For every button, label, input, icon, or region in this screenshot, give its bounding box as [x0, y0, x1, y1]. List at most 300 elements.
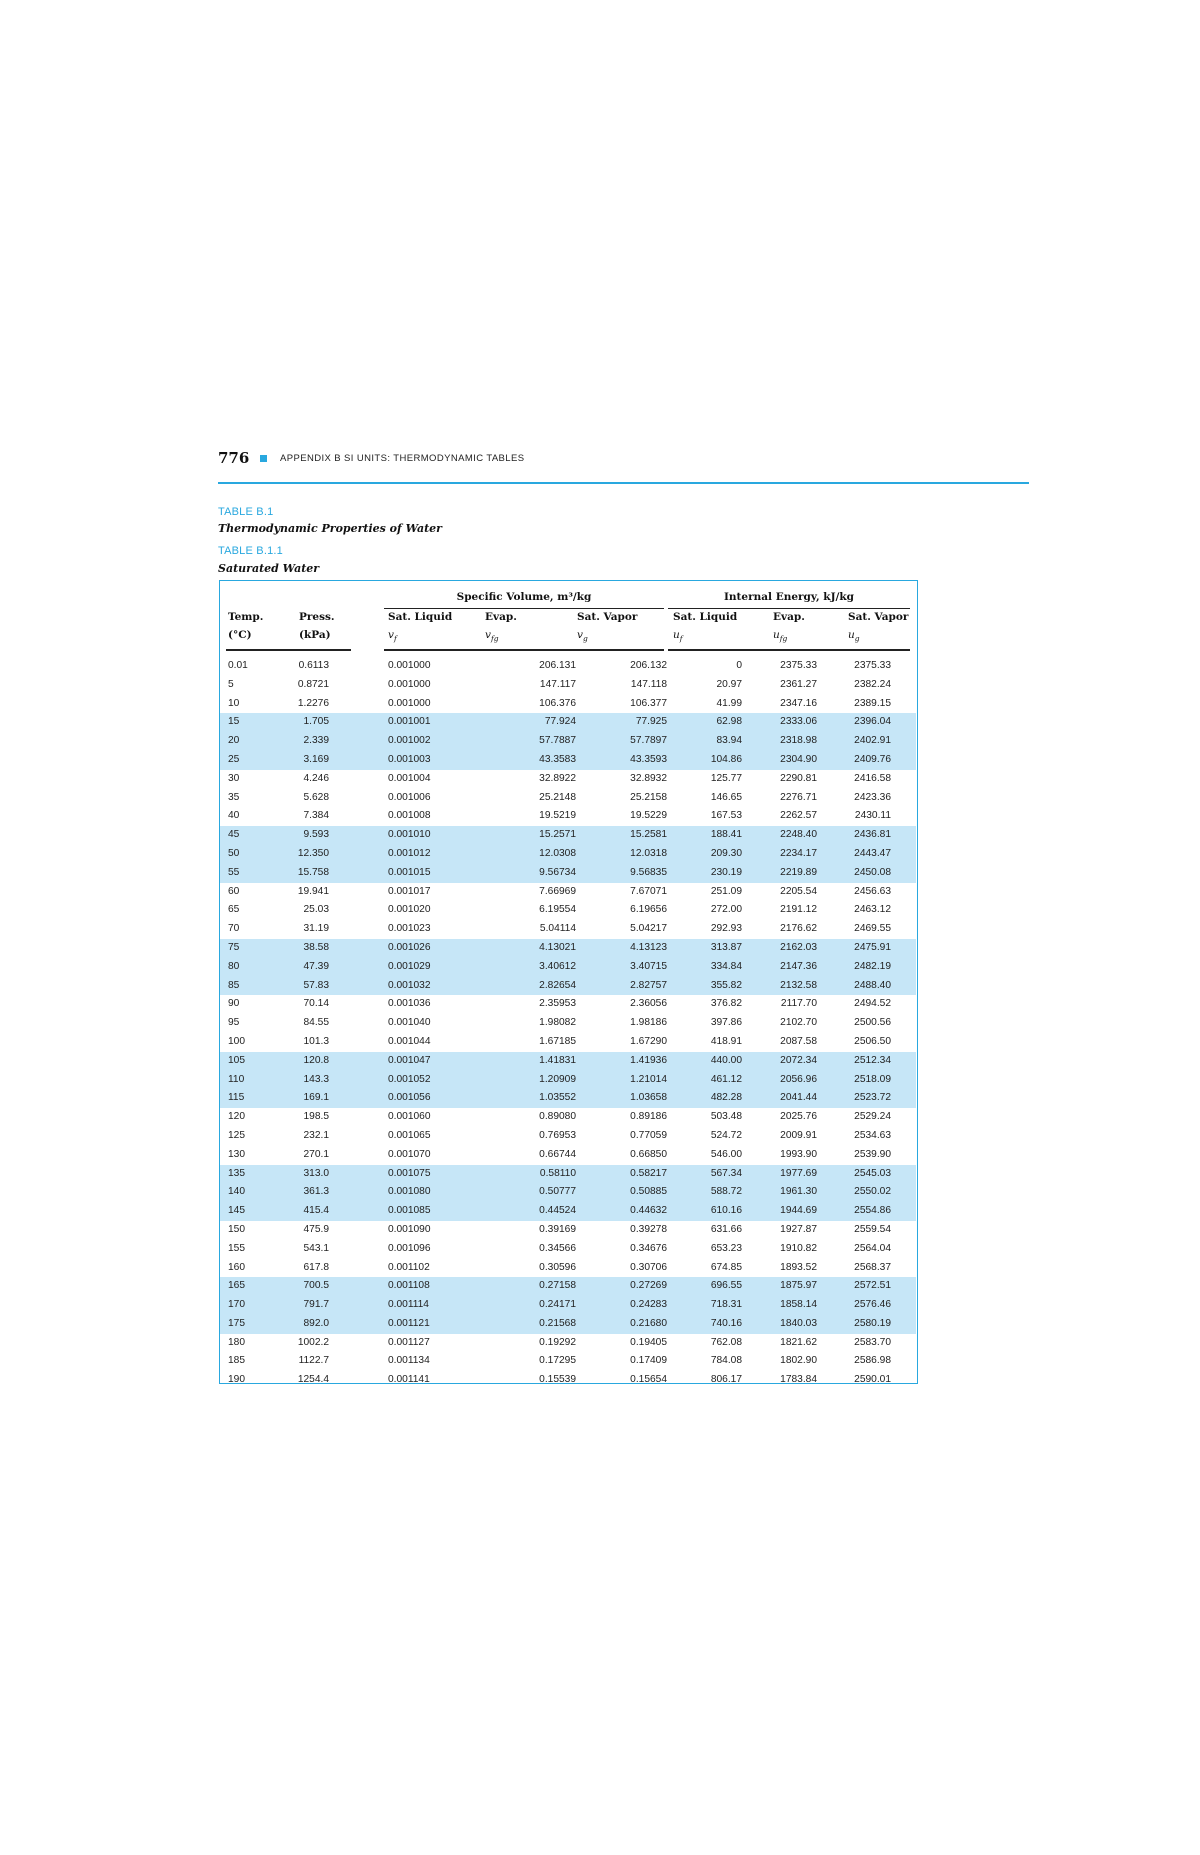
cell-ug: 2580.19 [854, 1317, 891, 1329]
col-head-en-vapor: Sat. Vapor [848, 611, 909, 623]
cell-ufg: 1977.69 [780, 1167, 817, 1179]
cell-ug: 2534.63 [854, 1129, 891, 1141]
cell-vg: 147.118 [630, 678, 667, 690]
cell-vg: 0.15654 [630, 1374, 667, 1386]
cell-temp: 115 [228, 1092, 245, 1104]
cell-uf: 292.93 [710, 923, 742, 935]
cell-press: 791.7 [303, 1299, 329, 1311]
cell-press: 1122.7 [298, 1355, 329, 1367]
cell-ufg: 2219.89 [780, 866, 817, 878]
cell-uf: 740.16 [710, 1317, 742, 1329]
table-row [220, 1014, 916, 1033]
cell-ufg: 1840.03 [780, 1317, 817, 1329]
cell-uf: 376.82 [710, 998, 742, 1010]
table-row [220, 789, 916, 808]
cell-vf: 0.001032 [388, 979, 431, 991]
table-row [220, 1277, 916, 1296]
cell-ufg: 1927.87 [780, 1223, 817, 1235]
cell-ufg: 2191.12 [780, 904, 817, 916]
cell-ufg: 2102.70 [780, 1017, 817, 1029]
running-head: APPENDIX B SI UNITS: THERMODYNAMIC TABLES [280, 453, 525, 464]
table-row [220, 770, 916, 789]
cell-vfg: 0.34566 [539, 1242, 576, 1254]
cell-ufg: 1783.84 [780, 1374, 817, 1386]
table-row [220, 1183, 916, 1202]
cell-press: 1.705 [303, 716, 329, 728]
cell-vf: 0.001070 [388, 1148, 431, 1160]
cell-vg: 2.36056 [630, 998, 667, 1010]
cell-ug: 2456.63 [854, 885, 891, 897]
cell-vf: 0.001001 [388, 716, 431, 728]
cell-vfg: 0.58110 [539, 1167, 576, 1179]
cell-vf: 0.001056 [388, 1092, 431, 1104]
table-row [220, 1127, 916, 1146]
cell-uf: 188.41 [710, 829, 742, 841]
cell-ufg: 2176.62 [780, 923, 817, 935]
cell-vfg: 0.30596 [539, 1261, 576, 1273]
table-row [220, 1259, 916, 1278]
cell-ug: 2512.34 [854, 1054, 891, 1066]
symbol-vg: $v_g$ [577, 629, 588, 644]
cell-vg: 0.77059 [630, 1129, 667, 1141]
cell-vf: 0.001020 [388, 904, 431, 916]
cell-ufg: 1944.69 [780, 1205, 817, 1217]
cell-temp: 55 [228, 866, 240, 878]
cell-temp: 30 [228, 772, 240, 784]
cell-uf: 718.31 [710, 1299, 742, 1311]
col-head-temp: Temp. [228, 611, 264, 623]
cell-vg: 0.24283 [630, 1299, 667, 1311]
table-label: TABLE B.1 [218, 506, 274, 518]
cell-vfg: 43.3583 [539, 753, 576, 765]
cell-temp: 45 [228, 829, 240, 841]
group-head-internal-energy: Internal Energy, kJ/kg [724, 591, 854, 603]
cell-vg: 2.82757 [630, 979, 667, 991]
cell-ufg: 2304.90 [780, 753, 817, 765]
cell-ufg: 2117.70 [780, 998, 817, 1010]
cell-vfg: 1.41831 [539, 1054, 576, 1066]
cell-vg: 0.27269 [630, 1280, 667, 1292]
cell-ufg: 1858.14 [780, 1299, 817, 1311]
symbol-uf: $u_f$ [673, 629, 683, 644]
table-row [220, 1052, 916, 1071]
cell-ug: 2583.70 [854, 1336, 891, 1348]
cell-vfg: 0.39169 [539, 1223, 576, 1235]
cell-vf: 0.001127 [388, 1336, 430, 1348]
cell-vg: 6.19656 [630, 904, 667, 916]
cell-vf: 0.001029 [388, 960, 431, 972]
cell-ufg: 1993.90 [780, 1148, 817, 1160]
table-row [220, 1352, 916, 1371]
table-row [220, 695, 916, 714]
cell-vg: 32.8932 [630, 772, 667, 784]
cell-vg: 77.925 [635, 716, 667, 728]
cell-uf: 503.48 [710, 1111, 742, 1123]
cell-vg: 0.30706 [630, 1261, 667, 1273]
cell-uf: 313.87 [710, 941, 742, 953]
cell-uf: 461.12 [710, 1073, 742, 1085]
cell-temp: 135 [228, 1167, 245, 1179]
table-row [220, 807, 916, 826]
cell-vf: 0.001075 [388, 1167, 431, 1179]
cell-vf: 0.001004 [388, 772, 431, 784]
cell-press: 143.3 [303, 1073, 329, 1085]
table-row [220, 1315, 916, 1334]
cell-vf: 0.001108 [388, 1280, 430, 1292]
cell-uf: 631.66 [710, 1223, 742, 1235]
cell-ug: 2402.91 [854, 735, 891, 747]
cell-vf: 0.001060 [388, 1111, 431, 1123]
cell-uf: 418.91 [710, 1035, 742, 1047]
cell-ug: 2382.24 [854, 678, 891, 690]
cell-vg: 43.3593 [630, 753, 667, 765]
cell-press: 313.0 [303, 1167, 329, 1179]
cell-ug: 2568.37 [854, 1261, 891, 1273]
cell-vfg: 0.89080 [539, 1111, 576, 1123]
cell-press: 70.14 [303, 998, 329, 1010]
cell-uf: 0 [736, 660, 742, 671]
table-row [220, 1371, 916, 1390]
col-head-press-unit: (kPa) [299, 629, 331, 641]
cell-ug: 2469.55 [854, 923, 891, 935]
cell-temp: 170 [228, 1299, 245, 1311]
cell-press: 25.03 [303, 904, 329, 916]
cell-ufg: 2318.98 [780, 735, 817, 747]
cell-press: 1.2276 [297, 697, 329, 709]
cell-uf: 482.28 [710, 1092, 742, 1104]
cell-press: 9.593 [303, 829, 329, 841]
cell-vf: 0.001096 [388, 1242, 431, 1254]
cell-vfg: 4.13021 [539, 941, 576, 953]
head-rule-left [226, 649, 351, 651]
cell-vf: 0.001003 [388, 753, 431, 765]
cell-ufg: 2333.06 [780, 716, 817, 728]
cell-vf: 0.001114 [388, 1299, 429, 1311]
cell-vfg: 5.04114 [539, 923, 576, 935]
cell-vfg: 15.2571 [539, 829, 576, 841]
table-row [220, 1089, 916, 1108]
cell-ug: 2559.54 [854, 1223, 891, 1235]
cell-press: 0.6113 [298, 660, 329, 671]
cell-temp: 70 [228, 923, 240, 935]
cell-vf: 0.001017 [388, 885, 431, 897]
cell-press: 0.8721 [297, 678, 329, 690]
cell-temp: 120 [228, 1111, 245, 1123]
cell-temp: 180 [228, 1336, 245, 1348]
cell-press: 475.9 [303, 1223, 329, 1235]
cell-vfg: 9.56734 [539, 866, 576, 878]
cell-vg: 1.03658 [630, 1092, 667, 1104]
cell-vf: 0.001085 [388, 1205, 431, 1217]
cell-uf: 806.17 [710, 1374, 742, 1386]
cell-ug: 2500.56 [854, 1017, 891, 1029]
cell-vfg: 32.8922 [539, 772, 576, 784]
cell-ug: 2389.15 [854, 697, 891, 709]
col-head-press: Press. [299, 611, 335, 623]
cell-ufg: 2347.16 [780, 697, 817, 709]
symbol-vf: $v_f$ [388, 629, 397, 644]
cell-temp: 155 [228, 1242, 245, 1254]
cell-uf: 524.72 [710, 1129, 742, 1141]
table-row [220, 1202, 916, 1221]
cell-vg: 0.89186 [630, 1111, 667, 1123]
cell-uf: 230.19 [710, 866, 742, 878]
symbol-ug: $u_g$ [848, 629, 860, 644]
cell-vg: 0.50885 [630, 1186, 667, 1198]
cell-vfg: 3.40612 [539, 960, 576, 972]
cell-press: 12.350 [297, 847, 329, 859]
cell-vf: 0.001026 [388, 941, 431, 953]
cell-uf: 272.00 [710, 904, 742, 916]
cell-temp: 150 [228, 1223, 245, 1235]
cell-uf: 696.55 [710, 1280, 742, 1292]
cell-vf: 0.001015 [388, 866, 431, 878]
cell-press: 1002.2 [297, 1336, 329, 1348]
cell-vfg: 0.76953 [539, 1129, 576, 1141]
table-row [220, 732, 916, 751]
cell-press: 700.5 [303, 1280, 329, 1292]
table-row [220, 657, 916, 676]
cell-ug: 2590.01 [854, 1374, 891, 1386]
cell-uf: 653.23 [710, 1242, 742, 1254]
cell-vg: 25.2158 [630, 791, 667, 803]
cell-uf: 125.77 [710, 772, 742, 784]
cell-vg: 0.19405 [630, 1336, 667, 1348]
cell-press: 31.19 [303, 923, 329, 935]
cell-uf: 20.97 [716, 678, 742, 690]
cell-vfg: 106.376 [539, 697, 576, 709]
cell-ug: 2375.33 [854, 660, 891, 671]
cell-press: 7.384 [303, 810, 329, 822]
cell-press: 84.55 [303, 1017, 329, 1029]
table-row [220, 977, 916, 996]
cell-press: 101.3 [303, 1035, 329, 1047]
cell-ug: 2523.72 [854, 1092, 891, 1104]
cell-vg: 0.17409 [630, 1355, 667, 1367]
cell-ufg: 2056.96 [780, 1073, 817, 1085]
table-row [220, 713, 916, 732]
cell-press: 270.1 [303, 1148, 329, 1160]
cell-ug: 2450.08 [854, 866, 891, 878]
table-row [220, 751, 916, 770]
cell-press: 47.39 [303, 960, 329, 972]
cell-press: 169.1 [303, 1092, 329, 1104]
cell-vg: 57.7897 [630, 735, 667, 747]
cell-vf: 0.001141 [388, 1374, 430, 1386]
group-rule-specific-volume [384, 608, 664, 609]
cell-ufg: 2147.36 [780, 960, 817, 972]
cell-temp: 10 [228, 697, 240, 709]
cell-press: 19.941 [297, 885, 329, 897]
cell-ug: 2409.76 [854, 753, 891, 765]
cell-uf: 355.82 [710, 979, 742, 991]
cell-temp: 165 [228, 1280, 245, 1292]
cell-press: 543.1 [303, 1242, 329, 1254]
cell-vfg: 0.24171 [539, 1299, 576, 1311]
cell-vfg: 1.98082 [539, 1017, 576, 1029]
cell-uf: 397.86 [710, 1017, 742, 1029]
table-row [220, 1334, 916, 1353]
cell-vfg: 25.2148 [539, 791, 576, 803]
cell-temp: 0.01 [228, 660, 248, 671]
table-row [220, 1146, 916, 1165]
cell-uf: 588.72 [710, 1186, 742, 1198]
cell-vfg: 19.5219 [539, 810, 576, 822]
cell-vfg: 0.15539 [539, 1374, 576, 1386]
cell-vg: 5.04217 [630, 923, 667, 935]
header-square-icon [260, 455, 267, 462]
cell-ufg: 2072.34 [780, 1054, 817, 1066]
cell-temp: 25 [228, 753, 240, 765]
cell-ufg: 2041.44 [780, 1092, 817, 1104]
cell-vg: 1.67290 [630, 1035, 667, 1047]
cell-uf: 251.09 [710, 885, 742, 897]
cell-temp: 80 [228, 960, 240, 972]
cell-ug: 2488.40 [854, 979, 891, 991]
cell-vf: 0.001008 [388, 810, 431, 822]
cell-temp: 40 [228, 810, 240, 822]
col-head-temp-unit: (°C) [228, 629, 252, 641]
page-header [218, 449, 1028, 479]
cell-ug: 2506.50 [854, 1035, 891, 1047]
cell-ug: 2586.98 [854, 1355, 891, 1367]
cell-vg: 3.40715 [630, 960, 667, 972]
cell-vg: 206.132 [630, 660, 667, 671]
cell-ug: 2396.04 [854, 716, 891, 728]
group-rule-internal-energy [668, 608, 910, 609]
cell-vfg: 0.17295 [539, 1355, 576, 1367]
cell-vfg: 0.44524 [539, 1205, 576, 1217]
table-row [220, 995, 916, 1014]
cell-vf: 0.001065 [388, 1129, 431, 1141]
cell-vg: 0.44632 [630, 1205, 667, 1217]
table-row [220, 1108, 916, 1127]
cell-temp: 50 [228, 847, 240, 859]
cell-press: 3.169 [303, 753, 329, 765]
cell-uf: 610.16 [710, 1205, 742, 1217]
subtable-caption: Saturated Water [218, 562, 320, 575]
symbol-vfg: $v_{fg}$ [485, 629, 499, 644]
cell-ug: 2463.12 [854, 904, 891, 916]
cell-ug: 2572.51 [854, 1280, 891, 1292]
cell-vg: 0.21680 [630, 1317, 667, 1329]
col-head-vol-liquid: Sat. Liquid [388, 611, 453, 623]
cell-uf: 146.65 [710, 791, 742, 803]
table-row [220, 1165, 916, 1184]
cell-uf: 546.00 [710, 1148, 742, 1160]
cell-press: 198.5 [303, 1111, 329, 1123]
cell-vfg: 1.67185 [539, 1035, 576, 1047]
cell-press: 892.0 [303, 1317, 329, 1329]
cell-vg: 19.5229 [630, 810, 667, 822]
saturated-water-table [219, 580, 918, 1384]
cell-ufg: 1961.30 [780, 1186, 817, 1198]
page-number: 776 [218, 449, 250, 467]
cell-ufg: 2262.57 [780, 810, 817, 822]
cell-vf: 0.001121 [388, 1317, 430, 1329]
cell-vf: 0.001000 [388, 697, 431, 709]
cell-vfg: 206.131 [539, 660, 576, 671]
table-row [220, 920, 916, 939]
cell-temp: 90 [228, 998, 240, 1010]
table-row [220, 845, 916, 864]
table-body [220, 657, 916, 1390]
cell-ug: 2554.86 [854, 1205, 891, 1217]
cell-vfg: 57.7887 [539, 735, 576, 747]
table-row [220, 676, 916, 695]
cell-vf: 0.001040 [388, 1017, 431, 1029]
cell-temp: 95 [228, 1017, 240, 1029]
cell-temp: 15 [228, 716, 240, 728]
cell-uf: 762.08 [710, 1336, 742, 1348]
cell-vfg: 1.03552 [539, 1092, 576, 1104]
cell-vfg: 147.117 [539, 678, 576, 690]
cell-vf: 0.001047 [388, 1054, 431, 1066]
cell-vg: 4.13123 [630, 941, 667, 953]
cell-temp: 145 [228, 1205, 245, 1217]
cell-vfg: 2.35953 [539, 998, 576, 1010]
cell-ufg: 1802.90 [780, 1355, 817, 1367]
cell-temp: 85 [228, 979, 240, 991]
cell-ufg: 2375.33 [780, 660, 817, 671]
table-row [220, 1033, 916, 1052]
cell-ug: 2550.02 [854, 1186, 891, 1198]
cell-temp: 60 [228, 885, 240, 897]
cell-temp: 140 [228, 1186, 245, 1198]
cell-ufg: 2361.27 [780, 678, 817, 690]
cell-vf: 0.001102 [388, 1261, 430, 1273]
cell-uf: 440.00 [710, 1054, 742, 1066]
cell-press: 38.58 [303, 941, 329, 953]
cell-vfg: 1.20909 [539, 1073, 576, 1085]
cell-press: 617.8 [303, 1261, 329, 1273]
col-head-vol-vapor: Sat. Vapor [577, 611, 638, 623]
cell-press: 232.1 [303, 1129, 329, 1141]
group-head-specific-volume: Specific Volume, m³/kg [456, 591, 592, 603]
cell-vfg: 6.19554 [539, 904, 576, 916]
table-row [220, 958, 916, 977]
cell-vfg: 77.924 [544, 716, 576, 728]
cell-ufg: 2162.03 [780, 941, 817, 953]
cell-uf: 167.53 [710, 810, 742, 822]
cell-uf: 62.98 [716, 716, 742, 728]
cell-ug: 2416.58 [854, 772, 891, 784]
cell-vf: 0.001010 [388, 829, 431, 841]
cell-press: 15.758 [297, 866, 329, 878]
col-head-en-liquid: Sat. Liquid [673, 611, 738, 623]
cell-vf: 0.001044 [388, 1035, 431, 1047]
cell-temp: 35 [228, 791, 240, 803]
cell-ug: 2443.47 [854, 847, 891, 859]
cell-ufg: 2290.81 [780, 772, 817, 784]
head-rule-volume [384, 649, 664, 651]
cell-temp: 185 [228, 1355, 245, 1367]
cell-vf: 0.001036 [388, 998, 431, 1010]
cell-ufg: 2234.17 [780, 847, 817, 859]
cell-ug: 2564.04 [854, 1242, 891, 1254]
table-row [220, 1296, 916, 1315]
cell-press: 361.3 [303, 1186, 329, 1198]
table-row [220, 864, 916, 883]
cell-vg: 1.41936 [630, 1054, 667, 1066]
cell-vg: 15.2581 [630, 829, 667, 841]
col-head-vol-evap: Evap. [485, 611, 517, 623]
cell-ug: 2545.03 [854, 1167, 891, 1179]
cell-uf: 83.94 [716, 735, 742, 747]
table-row [220, 1071, 916, 1090]
cell-ug: 2475.91 [854, 941, 891, 953]
cell-vg: 1.21014 [630, 1073, 667, 1085]
